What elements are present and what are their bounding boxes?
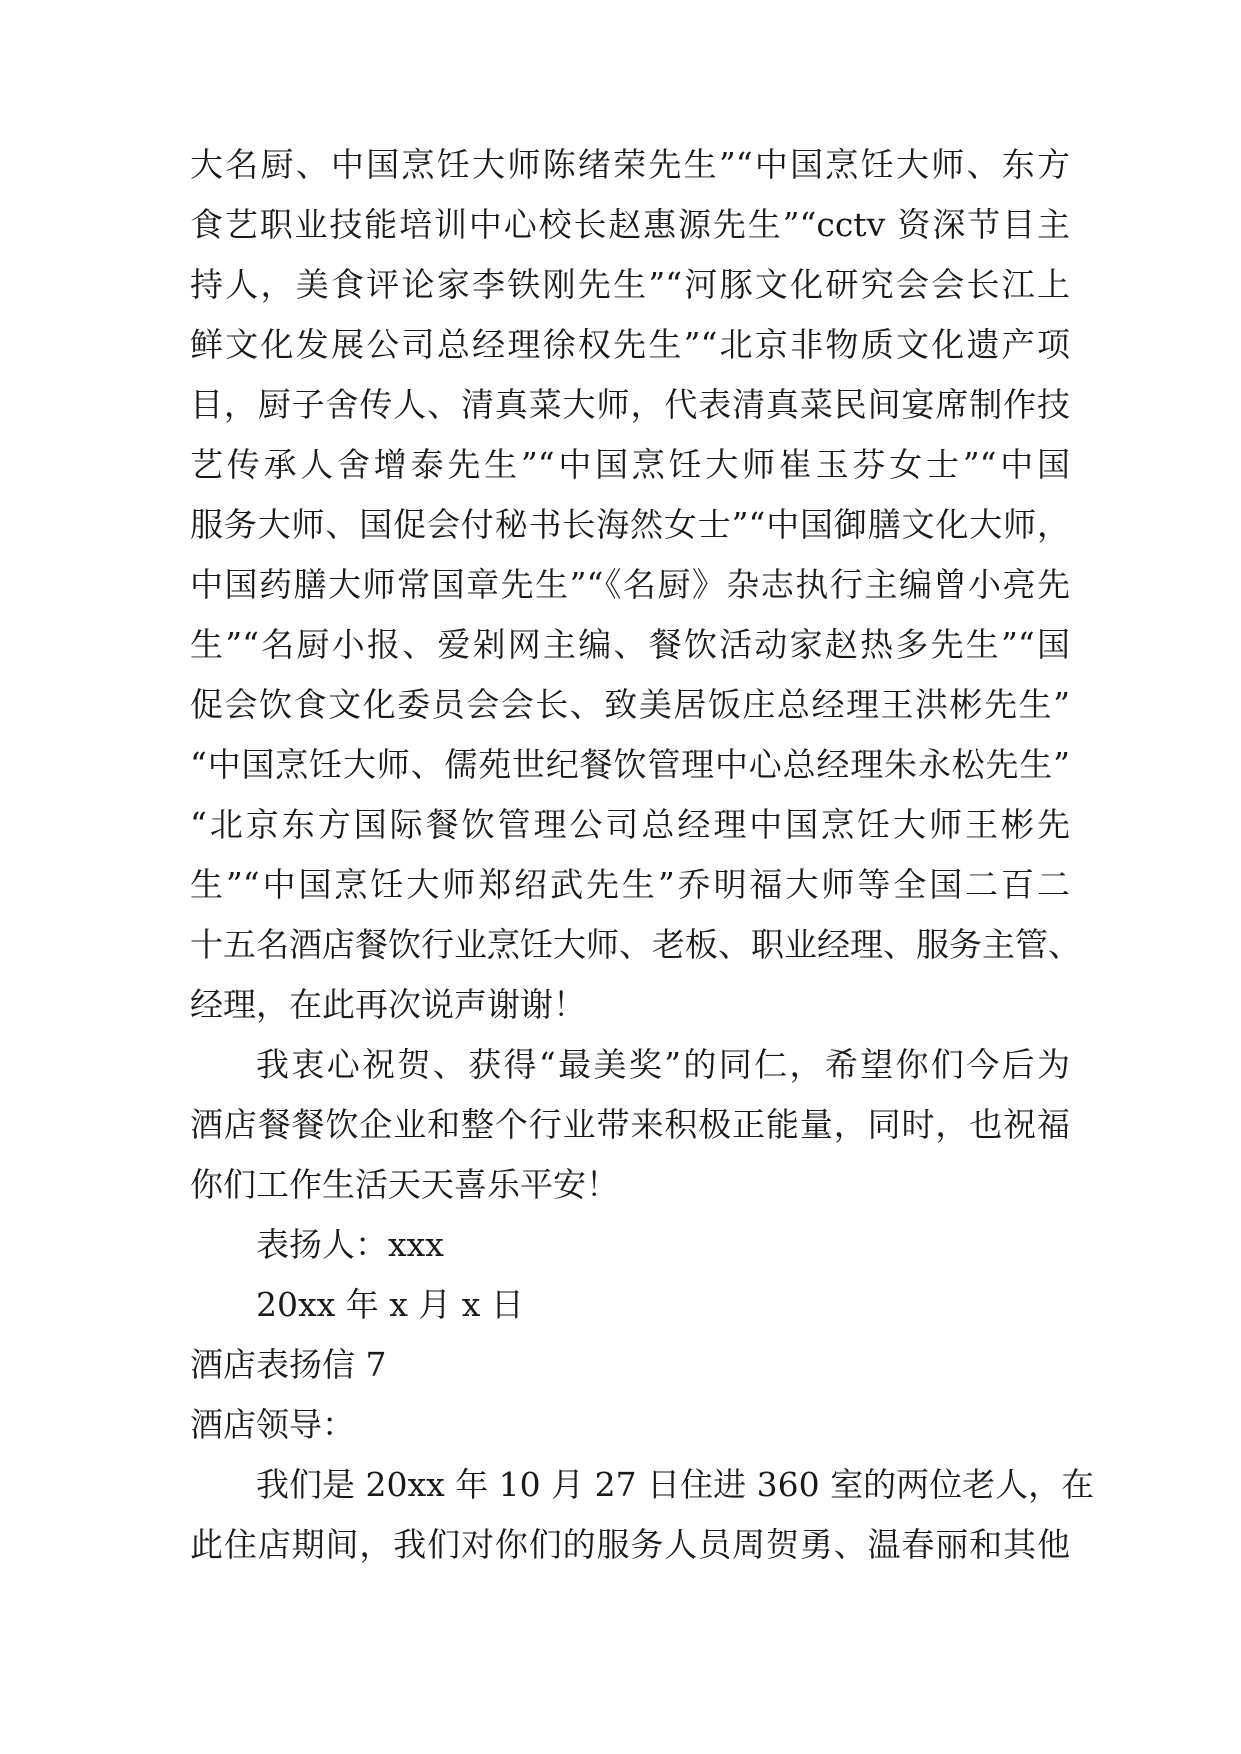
text-line: 服务大师、国促会付秘书长海然女士”“中国御膳文化大师， (190, 505, 1070, 544)
text-line: 促会饮食文化委员会会长、致美居饭庄总经理王洪彬先生” (190, 685, 1070, 724)
text-line: 大名厨、中国烹饪大师陈绪荣先生”“中国烹饪大师、东方 (190, 145, 1070, 184)
date-line: 20xx 年 x 月 x 日 (256, 1285, 524, 1324)
text-line: 生”“名厨小报、爱剁网主编、餐饮活动家赵热多先生”“国 (190, 625, 1070, 664)
text-line: 艺传承人舍增泰先生”“中国烹饪大师崔玉芬女士”“中国 (190, 445, 1070, 484)
text-line: 酒店餐餐饮企业和整个行业带来积极正能量，同时，也祝福 (190, 1105, 1070, 1144)
paragraph-acknowledgements (190, 135, 1081, 1035)
text-line: 十五名酒店餐饮行业烹饪大师、老板、职业经理、服务主管、 (190, 925, 1081, 964)
text-line: 生”“中国烹饪大师郑绍武先生”乔明福大师等全国二百二 (190, 865, 1070, 904)
text-line: 目，厨子舍传人、清真菜大师，代表清真菜民间宴席制作技 (190, 385, 1070, 424)
text-line: “北京东方国际餐饮管理公司总经理中国烹饪大师王彬先 (190, 805, 1070, 844)
section-title: 酒店表扬信 7 (190, 1345, 387, 1384)
paragraph-congratulations (190, 1035, 1070, 1215)
text-line: 我们是 20xx 年 10 月 27 日住进 360 室的两位老人，在 (256, 1465, 1095, 1504)
text-line: 你们工作生活天天喜乐平安！ (190, 1165, 619, 1204)
text-line: 食艺职业技能培训中心校长赵惠源先生”“cctv 资深节目主 (190, 205, 1070, 244)
text-line: 中国药膳大师常国章先生”“《名厨》杂志执行主编曾小亮先 (190, 565, 1070, 604)
text-line: 持人，美食评论家李铁刚先生”“河豚文化研究会会长江上 (190, 265, 1070, 304)
paragraph-letter-body (190, 1455, 1095, 1575)
closing-block (190, 1215, 1070, 1455)
text-line: 经理，在此再次说声谢谢！ (190, 985, 586, 1024)
signer-line: 表扬人：xxx (256, 1225, 444, 1264)
text-line: 我衷心祝贺、获得“最美奖”的同仁，希望你们今后为 (256, 1045, 1070, 1084)
salutation: 酒店领导： (190, 1405, 355, 1444)
text-line: “中国烹饪大师、儒苑世纪餐饮管理中心总经理朱永松先生” (190, 745, 1070, 784)
text-line: 鲜文化发展公司总经理徐权先生”“北京非物质文化遗产项 (190, 325, 1070, 364)
text-line: 此住店期间，我们对你们的服务人员周贺勇、温春丽和其他 (190, 1525, 1070, 1564)
